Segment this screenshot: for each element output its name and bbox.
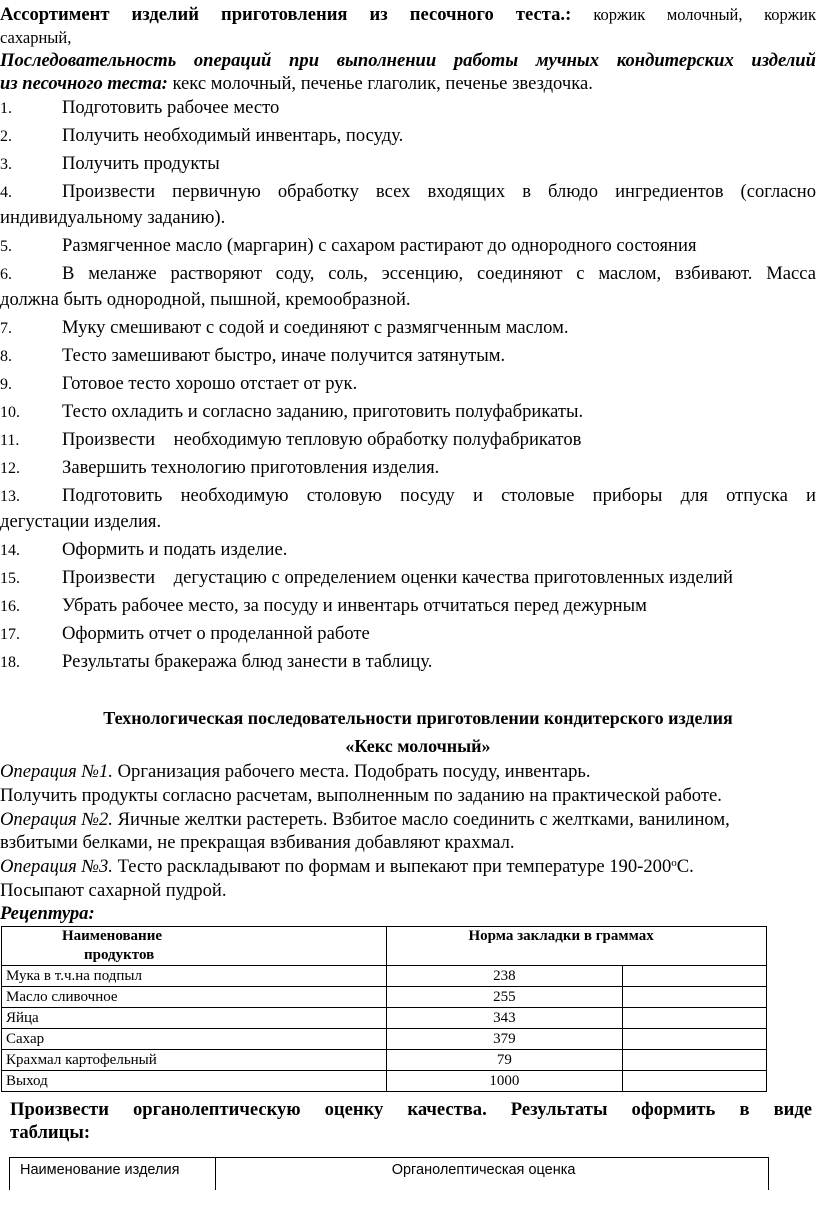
table-header-row <box>10 1158 769 1191</box>
operation-2-text: Яичные желтки растереть. Взбитое масло соединить с желтками, ванилином, <box>117 809 730 830</box>
organoleptic-table <box>9 1157 769 1190</box>
list-item <box>0 484 816 509</box>
operation-3-text: Тесто раскладывают по формам и выпекают при температуре 190-200 <box>117 856 672 877</box>
list-item-number: 7. <box>0 320 12 337</box>
list-item-text: Размягченное масло (маргарин) с сахаром растирают до однородного состояния <box>62 235 697 256</box>
column-header-norm <box>386 927 767 966</box>
ingredient-name: Сахар <box>2 1029 387 1050</box>
column-header-name-line1: Наименование <box>62 928 162 944</box>
list-item-text: Готовое тесто хорошо отстает от рук. <box>62 373 358 394</box>
list-item-number: 2. <box>0 128 12 145</box>
list-item-text: Оформить и подать изделие. <box>62 539 288 560</box>
list-item-text: Получить продукты <box>62 153 220 174</box>
list-item-cont: дегустации изделия. <box>0 511 162 532</box>
degree-sign: о <box>671 857 677 869</box>
list-item <box>0 594 816 619</box>
ingredient-value: 379 <box>386 1029 623 1050</box>
recipe-table <box>1 926 767 1092</box>
evaluation-text-cont: таблицы: <box>10 1122 91 1143</box>
operation-1 <box>0 760 816 784</box>
list-item <box>0 180 816 205</box>
operation-2-label: Операция №2. <box>0 809 113 830</box>
sequence-label: Последовательность операций при выполнении работы мучных кондитерских изделий <box>0 50 816 71</box>
column-header-name-line2: продуктов <box>84 947 155 963</box>
list-item <box>0 428 816 453</box>
table-row <box>2 987 767 1008</box>
list-item-number: 6. <box>0 266 12 283</box>
list-item-number: 10. <box>0 404 20 421</box>
sequence-label-cont: из песочного теста: <box>0 73 168 94</box>
operation-2 <box>0 808 816 832</box>
operation-2-cont: взбитыми белками, не прекращая взбивания добавляют крахмал. <box>0 832 515 853</box>
list-item <box>0 124 816 149</box>
tech-title-product: «Кекс молочный» <box>345 736 491 756</box>
table-header-row <box>2 927 767 966</box>
list-item-text: Муку смешивают с содой и соединяют с размягченным маслом. <box>62 317 569 338</box>
list-item-text: Оформить отчет о проделанной работе <box>62 623 370 644</box>
column-header-norm-text: Норма закладки в граммах <box>468 928 654 944</box>
list-item-text: Получить необходимый инвентарь, посуду. <box>62 125 404 146</box>
sequence-line2 <box>0 72 816 96</box>
operation-3-cont: Посыпают сахарной пудрой. <box>0 880 227 901</box>
operation-1-cont: Получить продукты согласно расчетам, выполненным по заданию на практической работе. <box>0 785 722 806</box>
list-item-number: 14. <box>0 542 20 559</box>
list-item-number: 11. <box>0 432 20 449</box>
list-item <box>0 622 816 647</box>
list-item-text: В меланже растворяют соду, соль, эссенцию, соединяют с маслом, взбивают. Масса <box>62 263 816 284</box>
list-item-text: Произвести первичную обработку всех входящих в блюдо ингредиентов (согласно <box>62 181 816 202</box>
list-item-text: Произвести необходимую тепловую обработку полуфабрикатов <box>62 429 582 450</box>
list-item-number: 18. <box>0 654 20 671</box>
list-item <box>0 456 816 481</box>
ingredient-value: 1000 <box>386 1071 623 1092</box>
empty-cell <box>623 987 767 1008</box>
ingredient-value: 79 <box>386 1050 623 1071</box>
ingredient-name: Мука в т.ч.на подпыл <box>2 966 387 987</box>
list-item-text: Подготовить необходимую столовую посуду и столовые приборы для отпуска и <box>62 485 816 506</box>
list-item-number: 5. <box>0 238 12 255</box>
list-item-number: 17. <box>0 626 20 643</box>
list-item-text: Завершить технологию приготовления изделия. <box>62 457 440 478</box>
list-item <box>0 566 816 591</box>
list-item-number: 4. <box>0 184 12 201</box>
list-item-text: Тесто замешивают быстро, иначе получится затянутым. <box>62 345 506 366</box>
list-item-number: 15. <box>0 570 20 587</box>
assortment-text: коржик молочный, коржик <box>593 5 816 24</box>
list-item-cont: индивидуальному заданию). <box>0 207 226 228</box>
table-row <box>2 1050 767 1071</box>
list-item <box>0 372 816 397</box>
list-item-number: 12. <box>0 460 20 477</box>
list-item-number: 3. <box>0 156 12 173</box>
ingredient-value: 238 <box>386 966 623 987</box>
empty-cell <box>623 1071 767 1092</box>
list-item <box>0 234 816 259</box>
list-item <box>0 316 816 341</box>
operation-1-label: Операция №1. <box>0 761 113 782</box>
operation-3-label: Операция №3. <box>0 856 113 877</box>
list-item <box>0 96 816 121</box>
ingredient-name: Яйца <box>2 1008 387 1029</box>
ingredient-value: 343 <box>386 1008 623 1029</box>
tech-title: Технологическая последовательности приготовлении кондитерского изделия <box>103 708 733 728</box>
ingredient-name: Масло сливочное <box>2 987 387 1008</box>
column-header-name <box>2 927 387 966</box>
table-row <box>2 1008 767 1029</box>
list-item-number: 8. <box>0 348 12 365</box>
assortment-label: Ассортимент изделий приготовления из песочного теста.: <box>0 4 572 25</box>
list-item <box>0 650 816 675</box>
list-item-number: 16. <box>0 598 20 615</box>
table-row <box>2 1029 767 1050</box>
empty-cell <box>623 1029 767 1050</box>
list-item <box>0 152 816 177</box>
column-header-evaluation: Органолептическая оценка <box>215 1158 768 1191</box>
column-header-product: Наименование изделия <box>10 1158 216 1191</box>
assortment-line <box>0 3 816 27</box>
list-item <box>0 262 816 287</box>
sequence-text: кекс молочный, печенье глаголик, печенье звездочка. <box>172 73 593 94</box>
list-item <box>0 400 816 425</box>
empty-cell <box>623 966 767 987</box>
list-item-number: 13. <box>0 488 20 505</box>
list-item <box>0 344 816 369</box>
list-item-text: Результаты бракеража блюд занести в таблицу. <box>62 651 433 672</box>
list-item-number: 1. <box>0 100 12 117</box>
operation-3 <box>0 855 816 879</box>
evaluation-text: Произвести органолептическую оценку качества. Результаты оформить в виде <box>10 1099 812 1120</box>
list-item-text: Произвести дегустацию с определением оценки качества приготовленных изделий <box>62 567 733 588</box>
assortment-text-cont: сахарный, <box>0 28 72 47</box>
ingredient-name: Выход <box>2 1071 387 1092</box>
empty-cell <box>623 1008 767 1029</box>
ingredient-name: Крахмал картофельный <box>2 1050 387 1071</box>
list-item-text: Тесто охладить и согласно заданию, приготовить полуфабрикаты. <box>62 401 584 422</box>
operation-1-text: Организация рабочего места. Подобрать посуду, инвентарь. <box>117 761 591 782</box>
list-item <box>0 538 816 563</box>
empty-cell <box>623 1050 767 1071</box>
operation-3-unit: С. <box>676 856 694 877</box>
table-row <box>2 1071 767 1092</box>
list-item-text: Подготовить рабочее место <box>62 97 280 118</box>
ingredient-value: 255 <box>386 987 623 1008</box>
list-item-text: Убрать рабочее место, за посуду и инвентарь отчитаться перед дежурным <box>62 595 647 616</box>
list-item-cont: должна быть однородной, пышной, кремообразной. <box>0 289 411 310</box>
table-row <box>2 966 767 987</box>
recipe-label: Рецептура: <box>0 903 95 924</box>
list-item-number: 9. <box>0 376 12 393</box>
